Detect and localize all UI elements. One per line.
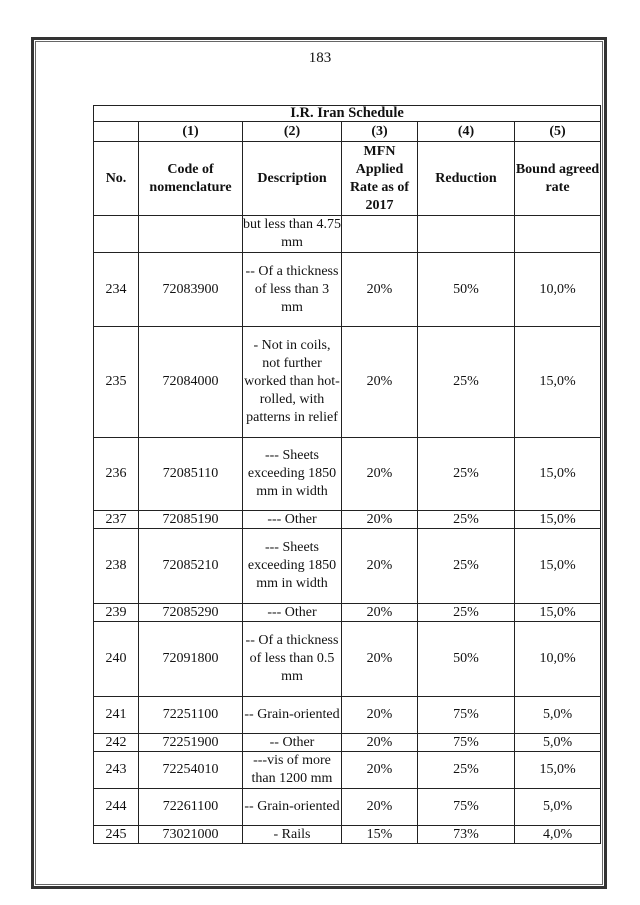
cell-mfn: 20% <box>342 734 418 752</box>
cell-description: -- Of a thickness of less than 0.5 mm <box>243 622 342 697</box>
cell-reduction <box>418 216 515 253</box>
cell-reduction: 25% <box>418 511 515 529</box>
column-number: (2) <box>243 122 342 142</box>
table-row <box>94 826 601 844</box>
cell-bound: 10,0% <box>515 253 601 327</box>
cell-code: 73021000 <box>139 826 243 844</box>
cell-reduction: 75% <box>418 789 515 826</box>
cell-mfn: 20% <box>342 511 418 529</box>
cell-bound: 15,0% <box>515 752 601 789</box>
cell-no: 237 <box>94 511 139 529</box>
cell-bound: 15,0% <box>515 511 601 529</box>
table-title: I.R. Iran Schedule <box>94 106 601 122</box>
cell-reduction: 75% <box>418 697 515 734</box>
column-number: (3) <box>342 122 418 142</box>
cell-reduction: 25% <box>418 604 515 622</box>
cell-no <box>94 216 139 253</box>
cell-bound: 15,0% <box>515 327 601 438</box>
cell-code: 72251100 <box>139 697 243 734</box>
cell-bound: 15,0% <box>515 529 601 604</box>
cell-bound: 15,0% <box>515 438 601 511</box>
header-mfn-rate: MFN Applied Rate as of 2017 <box>342 142 418 216</box>
cell-description: -- Grain-oriented <box>243 789 342 826</box>
cell-no: 245 <box>94 826 139 844</box>
cell-mfn: 20% <box>342 697 418 734</box>
cell-reduction: 73% <box>418 826 515 844</box>
header-bound-rate: Bound agreed rate <box>515 142 601 216</box>
table-row <box>94 529 601 604</box>
cell-code: 72261100 <box>139 789 243 826</box>
header-reduction: Reduction <box>418 142 515 216</box>
header-code: Code of nomenclature <box>139 142 243 216</box>
cell-reduction: 25% <box>418 438 515 511</box>
cell-code: 72085290 <box>139 604 243 622</box>
table-row <box>94 622 601 697</box>
cell-reduction: 50% <box>418 253 515 327</box>
table-row <box>94 253 601 327</box>
cell-mfn: 15% <box>342 826 418 844</box>
header-no: No. <box>94 142 139 216</box>
table-row <box>94 511 601 529</box>
cell-bound: 5,0% <box>515 789 601 826</box>
cell-description: - Not in coils, not further worked than hot-rolled, with patterns in relief <box>243 327 342 438</box>
cell-code: 72085110 <box>139 438 243 511</box>
cell-description: -- Other <box>243 734 342 752</box>
cell-description: - Rails <box>243 826 342 844</box>
cell-no: 244 <box>94 789 139 826</box>
cell-mfn: 20% <box>342 438 418 511</box>
cell-code: 72083900 <box>139 253 243 327</box>
cell-description: but less than 4.75 mm <box>243 216 342 253</box>
cell-no: 234 <box>94 253 139 327</box>
cell-mfn: 20% <box>342 327 418 438</box>
table-row <box>94 789 601 826</box>
cell-bound: 15,0% <box>515 604 601 622</box>
cell-no: 240 <box>94 622 139 697</box>
cell-reduction: 25% <box>418 327 515 438</box>
cell-no: 238 <box>94 529 139 604</box>
cell-mfn: 20% <box>342 604 418 622</box>
column-number-row <box>94 122 601 142</box>
cell-description: -- Of a thickness of less than 3 mm <box>243 253 342 327</box>
cell-no: 236 <box>94 438 139 511</box>
column-number-blank <box>94 122 139 142</box>
cell-code: 72251900 <box>139 734 243 752</box>
cell-code: 72254010 <box>139 752 243 789</box>
cell-code <box>139 216 243 253</box>
cell-code: 72084000 <box>139 327 243 438</box>
table-row <box>94 697 601 734</box>
cell-no: 235 <box>94 327 139 438</box>
cell-description: --- Sheets exceeding 1850 mm in width <box>243 438 342 511</box>
cell-mfn <box>342 216 418 253</box>
column-number: (1) <box>139 122 243 142</box>
table-row <box>94 604 601 622</box>
iran-schedule-table <box>93 105 601 844</box>
cell-mfn: 20% <box>342 752 418 789</box>
cell-no: 242 <box>94 734 139 752</box>
cell-no: 241 <box>94 697 139 734</box>
table-title-row <box>94 106 601 122</box>
table-row <box>94 438 601 511</box>
header-row <box>94 142 601 216</box>
cell-bound: 10,0% <box>515 622 601 697</box>
cell-reduction: 50% <box>418 622 515 697</box>
cell-code: 72085190 <box>139 511 243 529</box>
page-number: 183 <box>308 50 332 66</box>
cell-description: --- Other <box>243 511 342 529</box>
cell-code: 72091800 <box>139 622 243 697</box>
cell-reduction: 25% <box>418 752 515 789</box>
table-row <box>94 327 601 438</box>
column-number: (5) <box>515 122 601 142</box>
table-row-continuation <box>94 216 601 253</box>
cell-reduction: 75% <box>418 734 515 752</box>
cell-no: 243 <box>94 752 139 789</box>
cell-bound <box>515 216 601 253</box>
header-description: Description <box>243 142 342 216</box>
table-row <box>94 734 601 752</box>
cell-no: 239 <box>94 604 139 622</box>
cell-mfn: 20% <box>342 789 418 826</box>
cell-mfn: 20% <box>342 529 418 604</box>
cell-description: --- Other <box>243 604 342 622</box>
cell-mfn: 20% <box>342 253 418 327</box>
cell-bound: 4,0% <box>515 826 601 844</box>
cell-reduction: 25% <box>418 529 515 604</box>
cell-description: -- Grain-oriented <box>243 697 342 734</box>
cell-description: --- Sheets exceeding 1850 mm in width <box>243 529 342 604</box>
cell-description: ---vis of more than 1200 mm <box>243 752 342 789</box>
column-number: (4) <box>418 122 515 142</box>
cell-bound: 5,0% <box>515 734 601 752</box>
table-row <box>94 752 601 789</box>
cell-bound: 5,0% <box>515 697 601 734</box>
cell-code: 72085210 <box>139 529 243 604</box>
cell-mfn: 20% <box>342 622 418 697</box>
